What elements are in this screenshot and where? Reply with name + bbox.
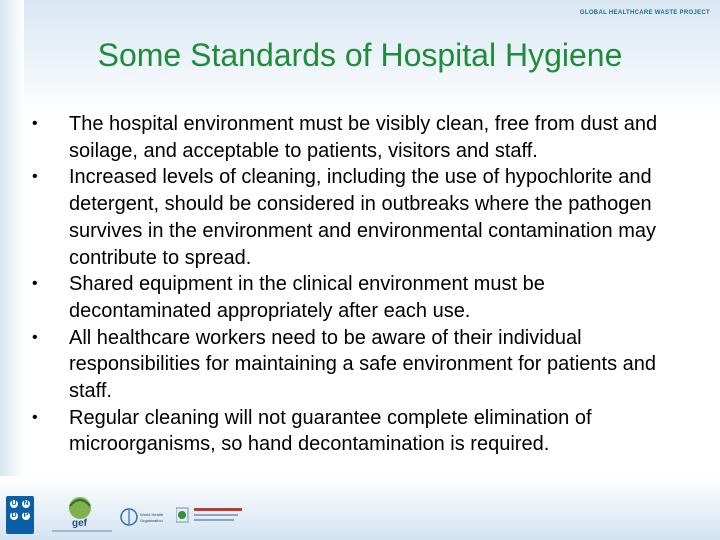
bullet-list	[28, 111, 688, 458]
slide-title: Some Standards of Hospital Hygiene	[97, 37, 623, 73]
bullet-text: All healthcare workers need to be aware of their individual responsibilities for maintaining a safe environment for patients and staff.	[69, 326, 656, 403]
bullet-text: Regular cleaning will not guarantee complete elimination of microorganisms, so hand decontamination is required.	[69, 406, 592, 456]
bullet-item	[28, 164, 688, 271]
gef-logo-text: gef	[72, 518, 87, 529]
bullet-item	[28, 405, 688, 458]
bullet-text: Shared equipment in the clinical environment must be decontaminated appropriately after each use.	[69, 273, 545, 322]
bullet-icon: •	[32, 275, 38, 293]
bullet-icon: •	[32, 328, 38, 346]
who-logo-line2: Organization	[140, 518, 163, 523]
bullet-icon: •	[32, 408, 38, 426]
bullet-text: Increased levels of cleaning, including the use of hypochlorite and detergent, should be considered in outbreaks where the pathogen survives in the environment and environmental contamination may contribute to spread.	[69, 166, 656, 269]
partner-logo-icon	[176, 502, 246, 532]
gef-logo-icon	[52, 492, 112, 536]
bullet-icon: •	[32, 168, 38, 186]
who-logo-line1: World Health	[140, 512, 164, 517]
left-decorative-band	[0, 0, 24, 540]
undp-logo-icon: U N D P	[6, 496, 34, 534]
who-logo-icon	[120, 506, 180, 528]
bullet-item	[28, 271, 688, 324]
bullet-item	[28, 111, 688, 164]
bullet-item	[28, 325, 688, 405]
project-label: GLOBAL HEALTHCARE WASTE PROJECT	[579, 10, 710, 16]
partner-logos	[6, 492, 256, 538]
bullet-text: The hospital environment must be visibly clean, free from dust and soilage, and acceptable to patients, visitors and staff.	[69, 113, 658, 162]
bullet-icon: •	[32, 115, 38, 132]
